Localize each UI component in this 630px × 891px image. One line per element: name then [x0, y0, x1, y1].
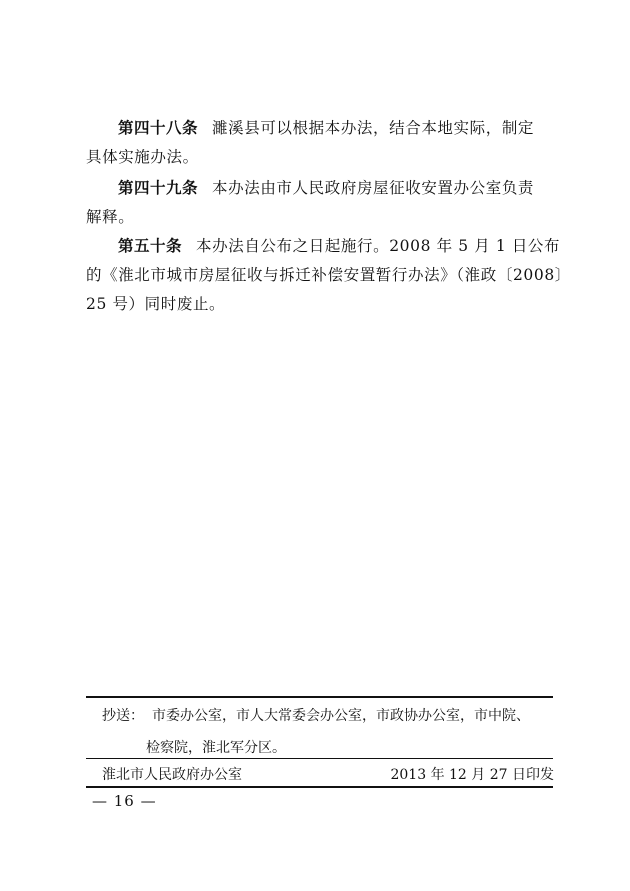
article-49 — [86, 174, 556, 232]
article-text: 本办法自公布之日起施行。2008 年 5 月 1 日公布 — [196, 237, 561, 255]
distribution-recipients: 检察院，淮北军分区。 — [146, 740, 286, 756]
article-text: 的《淮北市城市房屋征收与拆迁补偿安置暂行办法》（淮政〔2008〕 — [86, 266, 571, 284]
issue-date: 2013 年 12 月 27 日印发 — [390, 767, 554, 783]
divider-bottom — [86, 786, 553, 788]
article-text: 本办法由市人民政府房屋征收安置办公室负责 — [212, 179, 535, 197]
distribution-list — [86, 700, 556, 764]
article-number: 第四十八条 — [118, 119, 199, 137]
article-text: 25 号）同时废止。 — [86, 295, 226, 313]
article-text: 濉溪县可以根据本办法，结合本地实际，制定 — [212, 119, 535, 137]
article-50 — [86, 232, 571, 319]
article-text: 具体实施办法。 — [86, 148, 199, 166]
article-48 — [86, 114, 556, 172]
distribution-recipients: 市委办公室，市人大常委会办公室，市政协办公室，市中院、 — [152, 708, 530, 724]
divider-middle — [86, 758, 553, 759]
article-number: 第四十九条 — [118, 179, 199, 197]
article-number: 第五十条 — [118, 237, 183, 255]
distribution-label: 抄送： — [102, 708, 144, 724]
divider-top — [86, 696, 553, 698]
article-text: 解释。 — [86, 208, 135, 226]
page-number: — 16 — — [92, 792, 157, 810]
issuing-office: 淮北市人民政府办公室 — [102, 767, 242, 783]
